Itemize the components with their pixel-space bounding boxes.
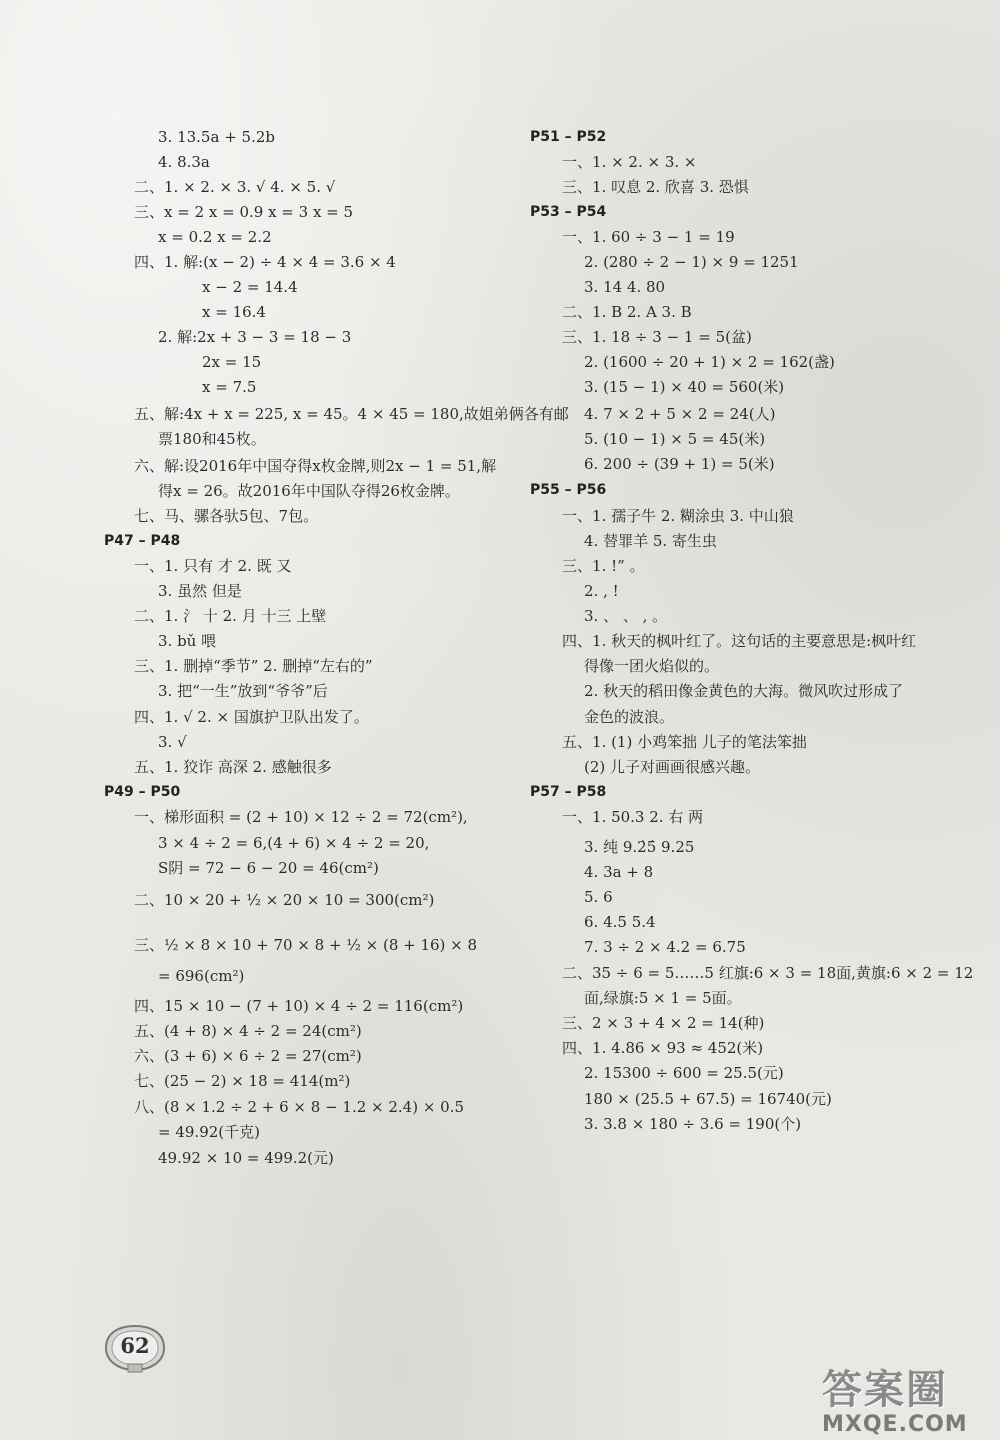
answer-line: 一、1. 孺子牛 2. 糊涂虫 3. 中山狼 (562, 507, 794, 525)
answer-line: 一、1. 只有 才 2. 既 又 (134, 557, 292, 575)
answer-line: 3. 纯 9.2̇5̇ 9.25 (584, 838, 695, 856)
answer-line: 6. 4.5 5.4 (584, 913, 656, 931)
answer-line: = 49.92(千克) (158, 1123, 260, 1141)
watermark-logo: 答案圈 (822, 1367, 948, 1413)
section-heading: P57 – P58 (530, 784, 607, 800)
section-heading: P53 – P54 (530, 204, 607, 220)
answer-line: 3. (15 − 1) × 40 = 560(米) (584, 378, 785, 396)
answer-line: 四、1. 秋天的枫叶红了。这句话的主要意思是:枫叶红 (562, 632, 917, 650)
answer-line: 五、1. (1) 小鸡笨拙 儿子的笔法笨拙 (562, 733, 807, 751)
section-heading: P55 – P56 (530, 482, 607, 498)
answer-line: 三、½ × 8 × 10 + 70 × 8 + ½ × (8 + 16) × 8 (134, 936, 478, 954)
watermark-url: MXQE.COM (822, 1412, 968, 1437)
answer-line: = 696(cm²) (158, 967, 245, 985)
answer-line: x − 2 = 14.4 (202, 278, 298, 296)
answer-line: 2. 解:2x + 3 − 3 = 18 − 3 (158, 328, 352, 346)
answer-line: 四、1. 解:(x − 2) ÷ 4 × 4 = 3.6 × 4 (134, 253, 396, 271)
answer-line: x = 7.5 (202, 378, 257, 396)
answer-line: 3. 把“一生”放到“爷爷”后 (158, 682, 328, 700)
answer-line: 三、1. 删掉“季节” 2. 删掉“左右的” (134, 657, 373, 675)
answer-line: 3. 3.8 × 180 ÷ 3.6 = 190(个) (584, 1115, 802, 1133)
answer-line: 二、1. 氵 十 2. 月 十三 上壁 (134, 607, 327, 625)
section-heading: P51 – P52 (530, 129, 607, 145)
answer-line: 4. 替罪羊 5. 寄生虫 (584, 532, 717, 550)
answer-line: 五、1. 狡诈 高深 2. 感触很多 (134, 758, 332, 776)
answer-line: 6. 200 ÷ (39 + 1) = 5(米) (584, 455, 775, 473)
answer-line: 四、1. 4.86 × 93 ≈ 452(米) (562, 1039, 764, 1057)
section-heading: P47 – P48 (104, 533, 181, 549)
answer-line: 3. 14 4. 80 (584, 278, 666, 296)
answer-line: 五、(4 + 8) × 4 ÷ 2 = 24(cm²) (134, 1022, 362, 1040)
answer-line: 2. 秋天的稻田像金黄色的大海。微风吹过形成了 (584, 682, 904, 700)
answer-line: 4. 8.3a (158, 153, 210, 171)
answer-line: 六、(3 + 6) × 6 ÷ 2 = 27(cm²) (134, 1047, 362, 1065)
answer-line: 三、1. !” 。 (562, 557, 645, 575)
answer-line: 五、解:4x + x = 225, x = 45。4 × 45 = 180,故姐弟俩各有邮 (134, 405, 569, 423)
answer-line: x = 0.2 x = 2.2 (158, 228, 272, 246)
answer-line: 4. 3a + 8 (584, 863, 654, 881)
watermark (822, 1358, 1000, 1440)
answer-line: 三、1. 18 ÷ 3 − 1 = 5(盆) (562, 328, 752, 346)
answer-line: S阴 = 72 − 6 − 20 = 46(cm²) (158, 859, 379, 877)
answer-line: 得x = 26。故2016年中国队夺得26枚金牌。 (158, 482, 460, 500)
answer-line: 金色的波浪。 (584, 708, 675, 726)
answer-line: 三、1. 叹息 2. 欣喜 3. 恐惧 (562, 178, 749, 196)
answer-line: 票180和45枚。 (158, 430, 266, 448)
answer-line: 七、(25 − 2) × 18 = 414(m²) (134, 1072, 351, 1090)
section-heading: P49 – P50 (104, 784, 181, 800)
answer-line: (2) 儿子对画画很感兴趣。 (584, 758, 761, 776)
page-number: 62 (120, 1333, 150, 1358)
answer-line: 2x = 15 (202, 353, 262, 371)
answer-line: 7. 3 ÷ 2 × 4.2 = 6.75 (584, 938, 746, 956)
answer-line: 二、10 × 20 + ½ × 20 × 10 = 300(cm²) (134, 891, 435, 909)
answer-line: 5. (10 − 1) × 5 = 45(米) (584, 430, 766, 448)
answer-line: 4. 7 × 2 + 5 × 2 = 24(人) (584, 405, 776, 423)
answer-line: 一、1. 60 ÷ 3 − 1 = 19 (562, 228, 735, 246)
answer-line: 3. 虽然 但是 (158, 582, 242, 600)
answer-line: 六、解:设2016年中国夺得x枚金牌,则2x − 1 = 51,解 (134, 457, 497, 475)
answer-line: 三、x = 2 x = 0.9 x = 3 x = 5 (134, 203, 354, 221)
answer-line: 3. bǔ 喂 (158, 632, 217, 650)
answer-line: 一、梯形面积 = (2 + 10) × 12 ÷ 2 = 72(cm²), (134, 808, 468, 826)
answer-line: x = 16.4 (202, 303, 266, 321)
answer-line: 四、1. √ 2. × 国旗护卫队出发了。 (134, 708, 369, 726)
answer-line: 三、2 × 3 + 4 × 2 = 14(种) (562, 1014, 765, 1032)
answer-line: 二、1. × 2. × 3. √ 4. × 5. √ (134, 178, 336, 196)
answer-line: 四、15 × 10 − (7 + 10) × 4 ÷ 2 = 116(cm²) (134, 997, 464, 1015)
answer-line: 得像一团火焰似的。 (584, 657, 720, 675)
answer-line: 一、1. 50.3 2. 右 两 (562, 808, 704, 826)
answer-line: 八、(8 × 1.2 ÷ 2 + 6 × 8 − 1.2 × 2.4) × 0.5 (134, 1098, 465, 1116)
answer-line: 49.92 × 10 = 499.2(元) (158, 1149, 334, 1167)
answer-line: 2. (280 ÷ 2 − 1) × 9 = 1251 (584, 253, 799, 271)
answer-line: 二、1. B 2. A 3. B (562, 303, 692, 321)
answer-line: 5. 6 (584, 888, 613, 906)
answer-line: 一、1. × 2. × 3. × (562, 153, 697, 171)
answer-line: 2. 15300 ÷ 600 = 25.5(元) (584, 1064, 784, 1082)
answer-line: 七、马、骡各驮5包、7包。 (134, 507, 319, 525)
answer-line: 3. 、 、 , 。 (584, 607, 668, 625)
answer-line: 3. √ (158, 733, 187, 751)
answer-line: 2. (1600 ÷ 20 + 1) × 2 = 162(盏) (584, 353, 835, 371)
answer-line: 3. 13.5a + 5.2b (158, 128, 275, 146)
answer-line: 2. , ! (584, 582, 619, 600)
answer-line: 3 × 4 ÷ 2 = 6,(4 + 6) × 4 ÷ 2 = 20, (158, 834, 430, 852)
answer-line: 180 × (25.5 + 67.5) = 16740(元) (584, 1090, 832, 1108)
page-number-badge (100, 1322, 170, 1374)
answer-line: 面,绿旗:5 × 1 = 5面。 (584, 989, 742, 1007)
answer-line: 二、35 ÷ 6 = 5……5 红旗:6 × 3 = 18面,黄旗:6 × 2 = 12 (562, 964, 974, 982)
